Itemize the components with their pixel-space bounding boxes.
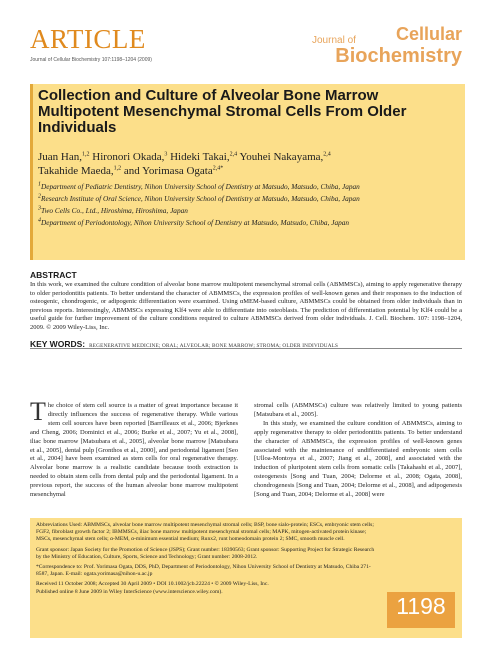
body-paragraph: stromal cells (ABMMSCs) culture was relatively limited to young patients [Matsubara et al., 2005]. bbox=[254, 402, 462, 418]
grant-note: Grant sponsor: Japan Society for the Promotion of Science (JSPS); Grant number: 18390563; Grant sponsor: Supporting Project for Strategic Research by the Ministry of Education, Culture, Sports, Science and Technology; Grant number: 2008-2012. bbox=[36, 546, 375, 560]
paper-title: Collection and Culture of Alveolar Bone Marrow Multipotent Mesenchymal Stromal Cells From Older Individuals bbox=[38, 87, 407, 136]
affiliation-text: Research Institute of Oral Science, Nihon University School of Dentistry at Matsudo, Matsudo, Chiba, Japan bbox=[41, 194, 360, 203]
affiliation bbox=[38, 205, 458, 217]
page-number: 1198 bbox=[396, 593, 446, 619]
journal-citation: Journal of Cellular Biochemistry 107:1198–1204 (2009) bbox=[30, 57, 152, 63]
author-name: and Yorimasa Ogata bbox=[123, 165, 213, 177]
abbreviations-note: Abbreviations Used: ABMMSCs, alveolar bone marrow multipotent mesenchymal stromal cells; BSP, bone sialo-protein; ESCs, embryonic stem cells; FGF2, fibroblast growth factor 2; IBMMSCs, iliac bone marrow multipotent mesenchymal stromal cells; MAPK, mitogen-activated protein kinase; MSCs, mesenchymal stem cells; α-MEM, α-minimum essential medium; Runx2, runt homeodomain protein 2; SMC, smooth muscle cell. bbox=[36, 522, 374, 543]
affiliation-text: Department of Periodontology, Nihon University School of Dentistry at Matsudo, Matsudo, Chiba, Japan bbox=[41, 218, 350, 227]
affiliation-number: 1 bbox=[38, 181, 41, 188]
footnote-content bbox=[36, 522, 381, 599]
affiliation bbox=[38, 217, 458, 229]
journal-logo-line1: Cellular bbox=[395, 24, 462, 44]
author-affil-marker: 3 bbox=[164, 151, 168, 158]
affiliation-text: Department of Pediatric Dentistry, Nihon University School of Dentistry at Matsudo, Matsudo, Chiba, Japan bbox=[41, 182, 360, 191]
affiliation-list bbox=[38, 181, 458, 229]
author-name: Youhei Nakayama, bbox=[239, 151, 324, 163]
author-affil-marker: 2,4 bbox=[323, 151, 331, 158]
author-affil-marker: 1,2 bbox=[82, 151, 90, 158]
author-affil-marker: 2,4* bbox=[212, 165, 224, 172]
author-name: Hideki Takai, bbox=[170, 151, 230, 163]
body-column-left bbox=[30, 397, 238, 500]
received-note: Received 11 October 2008; Accepted 30 April 2009 • DOI 10.1002/jcb.22224 • © 2009 Wiley-Liss, Inc. bbox=[36, 581, 269, 588]
affiliation-text: Two Cells Co., Ltd., Hiroshima, Hiroshima, Japan bbox=[41, 206, 188, 215]
keywords-heading: KEY WORDS: bbox=[30, 339, 86, 349]
author-name: Hironori Okada, bbox=[92, 151, 165, 163]
published-note: Published online 8 June 2009 in Wiley InterScience (www.interscience.wiley.com). bbox=[36, 588, 223, 595]
affiliation bbox=[38, 193, 458, 205]
author-affil-marker: 2,4 bbox=[229, 151, 238, 158]
journal-logo-line2: Biochemistry bbox=[335, 45, 462, 67]
keywords-list: REGENERATIVE MEDICINE; ORAL; ALVEOLAR; BONE MARROW; STROMA; OLDER INDIVIDUALS bbox=[89, 343, 339, 349]
author-name: Juan Han, bbox=[38, 151, 82, 163]
drop-cap: T bbox=[30, 397, 46, 426]
abstract-body: In this work, we examined the culture condition of alveolar bone marrow multipotent mesenchymal stromal cells (ABMMSCs), aiming to apply regenerative therapy to older periodontitis patients. To better understand the character of ABMMSCs, the expression profiles of well-known genes and their responses to the induction of osteogenic, chondrogenic, or adipogenic differentiation were examined. Using αMEM-based culture, ABMMSCs could be obtained from older individuals than in previous reports. Interestingly, ABMMSCs expressing Klf4 were able to differentiate into osteoblasts. The prediction of differentiation potential by Klf4 could be a useful guide for further improvement of the culture conditions required to culture ABMMSCs derived from older individuals. J. Cell. Biochem. 107: 1198–1204, 2009. © 2009 Wiley-Liss, Inc. bbox=[30, 281, 462, 331]
author-list bbox=[38, 150, 438, 178]
journal-logo bbox=[312, 18, 462, 70]
author-affil-marker: 1,2 bbox=[113, 165, 122, 172]
affiliation-number: 4 bbox=[38, 217, 41, 224]
body-paragraph bbox=[30, 397, 238, 500]
author-name: Takahide Maeda, bbox=[38, 165, 114, 177]
section-divider bbox=[30, 348, 462, 349]
abstract-heading: ABSTRACT bbox=[30, 270, 77, 280]
affiliation bbox=[38, 181, 458, 193]
article-type-label: ARTICLE bbox=[30, 24, 146, 54]
affiliation-number: 3 bbox=[38, 205, 41, 212]
correspondence-note: *Correspondence to: Prof. Yorimasa Ogata, DDS, PhD, Department of Periodontology, Nihon University School of Dentistry at Matsudo, Chiba 271-8587, Japan. E-mail: ogata.yorimasa@nihon-u.ac.jp bbox=[36, 564, 371, 578]
journal-logo-prefix: Journal of bbox=[312, 35, 356, 46]
body-paragraph: In this study, we examined the culture condition of ABMMSCs, aiming to apply regenerative therapy to older periodontitis patients. To better understand the character of ABMMSCs, the expression profiles of well-known genes associated with the maintenance of undifferentiated embryonic stem cells [Ulloa-Montoya et al., 2007; Jiang et al., 2008], and associated with the induction of pluripotent stem cells from somatic cells [Takahashi et al., 2007], osteogenesis [Song and Tuan, 2004; Delorme et al., 2008; Ogata, 2008], chondrogenesis [Song and Tuan, 2004; Delorme et al., 2008], and adipogenesis [Song and Tuan, 2004; Delorme et al., 2008] were bbox=[254, 419, 462, 499]
affiliation-number: 2 bbox=[38, 193, 41, 200]
body-column-right bbox=[254, 402, 462, 500]
body-paragraph-text: he choice of stem cell source is a matter of great importance because it directly influences the success of regenerative therapy. While various stem cell sources have been reported [Barrilleaux et al., 2006; Bjerknes and Cheng, 2006; Dominici et al., 2006; Burke et al., 2007; Yu et al., 2008], iliac bone marrow [Matsubara et al., 2005], alveolar bone marrow [Matsubara et al., 2005], dental pulp [Gronthos et al., 2000], and periodontal ligament [Seo et al., 2004] have been examined as stem cells for oral regenerative therapy. Alveolar bone marrow is a realistic candidate because tooth extraction is needed to obtain stem cells from dental pulp and the periodontal ligament. In a previous report, the success of the human alveolar bone marrow multipotent mesenchymal bbox=[30, 402, 238, 499]
keywords-row bbox=[30, 334, 462, 352]
